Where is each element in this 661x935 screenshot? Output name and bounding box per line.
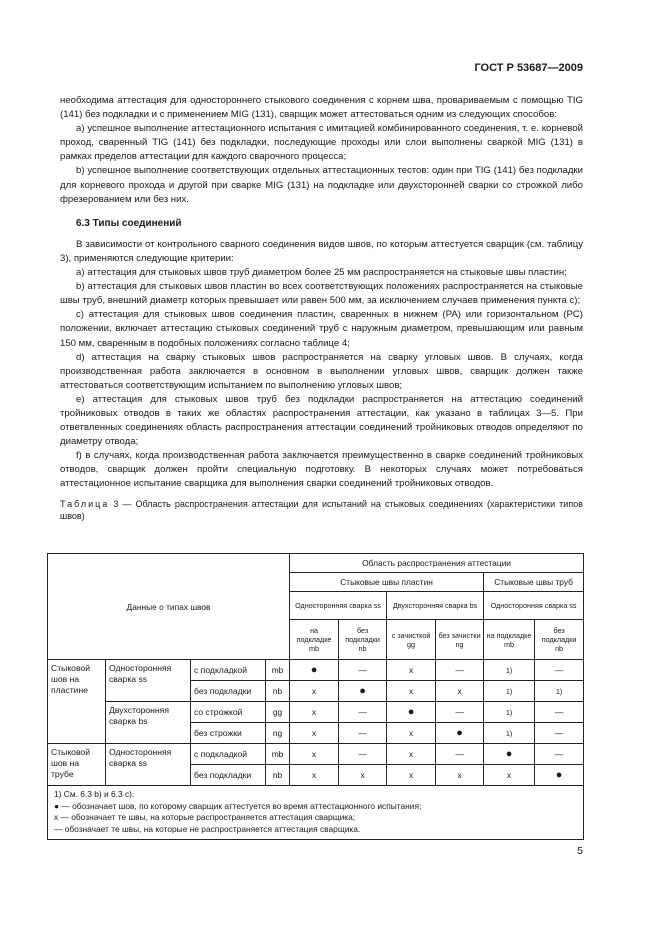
cell: x xyxy=(290,702,339,723)
group-label: Стыковой шов на трубе xyxy=(48,744,106,786)
table-caption-text: 3 — Область распространения аттестации для испытаний на стыковых соединениях (характеристики типов швов) xyxy=(60,498,583,521)
paragraph: b) успешное выполнение соответствующих отдельных аттестационных тестов: один при TIG (141) без подкладки для корневого прохода и другой при сварке MIG (131) на подкладке или двухсторонней сварки со строжкой либо фрезерованием или без них. xyxy=(60,165,583,205)
subheader: без подкладки nb xyxy=(535,620,584,660)
group-label: Стыковой шов на пластине xyxy=(48,660,106,744)
cell: — xyxy=(339,723,387,744)
condition-code: mb xyxy=(266,660,290,681)
header-double-side: Двухсторонняя сварка bs xyxy=(387,592,484,620)
cell: x xyxy=(387,660,436,681)
cell: 1) xyxy=(484,723,535,744)
cell: x xyxy=(436,765,484,786)
paragraph: d) аттестация на сварку стыковых швов распространяется на сварку угловых швов. В случаях, когда производственная работа заключается в основном в выполнении угловых швов, сварщик должен также аттестоваться соответствующим испытанием по выполнению угловых швов; xyxy=(60,351,583,391)
header-single-side-pipe: Односторонняя сварка ss xyxy=(484,592,584,620)
subgroup-label: Двухсторонняя сварка bs xyxy=(106,702,191,744)
condition-code: nb xyxy=(266,681,290,702)
condition-label: без строжки xyxy=(191,723,266,744)
cell: ● xyxy=(339,681,387,702)
cell: x xyxy=(290,681,339,702)
cell: — xyxy=(436,660,484,681)
cell: x xyxy=(387,681,436,702)
condition-code: mb xyxy=(266,744,290,765)
subheader: без зачистки ng xyxy=(436,620,484,660)
cell: — xyxy=(339,702,387,723)
cell: 1) xyxy=(484,702,535,723)
header-plate-butt: Стыковые швы пластин xyxy=(290,573,484,592)
subheader: на подкладке mb xyxy=(290,620,339,660)
cell: — xyxy=(436,744,484,765)
paragraph: В зависимости от контрольного сварного соединения видов швов, по которым аттестуется сварщик (см. таблицу 3), применяются следующие критерии: xyxy=(60,238,583,264)
condition-label: без подкладки xyxy=(191,681,266,702)
header-single-side: Односторонняя сварка ss xyxy=(290,592,387,620)
paragraph: е) аттестация для стыковых швов труб без подкладки распространяется на аттестацию соединений тройниковых отводов в таких же областях распространения аттестации, как указано в таблицах 3—5. При ответвленных соединениях область распространения аттестации соединений тройниковых отводов определяют по диаметру отвода; xyxy=(60,393,583,448)
cell: ● xyxy=(535,765,584,786)
subgroup-label: Односторонняя сварка ss xyxy=(106,744,191,786)
legend-dash: — обозначает те швы, на которые не распространяется аттестация сварщика. xyxy=(54,823,361,834)
cell: ● xyxy=(290,660,339,681)
cell: — xyxy=(339,660,387,681)
table-caption xyxy=(60,498,583,522)
cell: ● xyxy=(436,723,484,744)
cell: x xyxy=(290,723,339,744)
cell: — xyxy=(339,744,387,765)
qualification-table xyxy=(47,553,584,840)
cell: 1) xyxy=(484,681,535,702)
condition-label: со строжкой xyxy=(191,702,266,723)
document-id: ГОСТ Р 53687—2009 xyxy=(474,62,583,74)
table-row xyxy=(48,744,584,765)
table-notes xyxy=(48,786,584,840)
cell: x xyxy=(387,744,436,765)
table-row xyxy=(48,660,584,681)
condition-code: nb xyxy=(266,765,290,786)
header-pipe-butt: Стыковые швы труб xyxy=(484,573,584,592)
header-qualification-area: Область распространения аттестации xyxy=(290,554,584,573)
cell: ● xyxy=(484,744,535,765)
cell: — xyxy=(535,660,584,681)
condition-code: ng xyxy=(266,723,290,744)
paragraph: а) аттестация для стыковых швов труб диаметром более 25 мм распространяется на стыковые швы пластин; xyxy=(76,267,567,279)
table-row xyxy=(48,702,584,723)
cell: 1) xyxy=(535,681,584,702)
page-number: 5 xyxy=(577,845,583,857)
condition-label: без подкладки xyxy=(191,765,266,786)
cell: x xyxy=(484,765,535,786)
subheader: с зачисткой gg xyxy=(387,620,436,660)
cell: ● xyxy=(387,702,436,723)
paragraph: b) аттестация для стыковых швов пластин во всех соответствующих положениях распространяется на стыковые швы труб, внешний диаметр которых превышает или равен 500 мм, за исключением случаев применения пункта с); xyxy=(60,281,583,307)
footnote: 1) См. 6.3 b) и 6.3 с). xyxy=(54,789,135,799)
cell: x xyxy=(387,723,436,744)
legend-cross: x — обозначает те швы, на которые распространяется аттестация сварщика; xyxy=(54,812,356,822)
cell: x xyxy=(290,765,339,786)
legend-filled-dot: ● — обозначает шов, по которому сварщик аттестуется во время аттестационного испытания; xyxy=(54,800,422,811)
section-heading: 6.3 Типы соединений xyxy=(76,217,182,229)
paragraph: а) успешное выполнение аттестационного испытания с имитацией комбинированного соединения, т. е. корневой проход, сваренный TIG (141) без подкладки, последующие проходы или слои выполнены сваркой MIG (131) в рамках пределов аттестации для каждого сварочного процесса; xyxy=(60,123,583,163)
condition-label: с подкладкой xyxy=(191,744,266,765)
cell: x xyxy=(387,765,436,786)
header-weld-data: Данные о типах швов xyxy=(48,554,290,660)
cell: x xyxy=(436,681,484,702)
paragraph: необходима аттестация для одностороннего стыкового соединения с корнем шва, провариваемым с помощью TIG (141) без подкладки и с применением MIG (131), сварщик может аттестоваться одним из следующих способов: xyxy=(60,95,583,121)
paragraph: f) в случаях, когда производственная работа заключается преимущественно в сварке соединений тройниковых отводов, сварщик должен пройти специальную подготовку. В некоторых случаях может потребоваться аттестационное испытание сварщика для выполнения сварки соединений тройниковых отводов. xyxy=(60,450,583,490)
cell: — xyxy=(535,702,584,723)
subgroup-label: Односторонняя сварка ss xyxy=(106,660,191,702)
cell: 1) xyxy=(484,660,535,681)
table-caption-label: Таблица xyxy=(60,498,110,509)
subheader: на подкладке mb xyxy=(484,620,535,660)
paragraph: с) аттестация для стыковых швов соединения пластин, сваренных в нижнем (PA) или горизонтальном (PC) положении, включает аттестацию стыковых соединений труб с наружным диаметром, превышающим или равным 150 мм, сваренным в подобных положениях согласно таблице 4; xyxy=(60,309,583,349)
condition-label: с подкладкой xyxy=(191,660,266,681)
cell: — xyxy=(535,723,584,744)
cell: — xyxy=(535,744,584,765)
subheader: без подкладки nb xyxy=(339,620,387,660)
cell: x xyxy=(339,765,387,786)
cell: — xyxy=(436,702,484,723)
body-text xyxy=(60,94,583,522)
cell: x xyxy=(290,744,339,765)
condition-code: gg xyxy=(266,702,290,723)
